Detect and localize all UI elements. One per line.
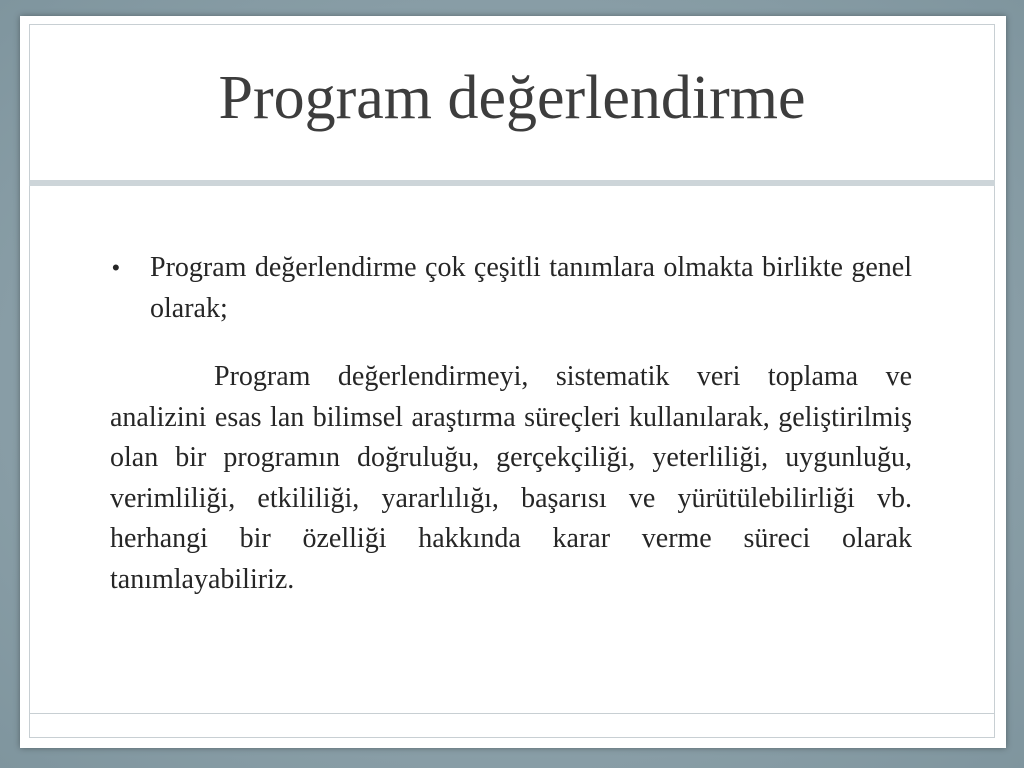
bullet-icon: • — [112, 255, 120, 280]
definition-paragraph: Program değerlendirmeyi, sistematik veri toplama ve analizini esas lan bilimsel araştırma süreçleri kullanılarak, geliştirilmiş olan bir programın doğruluğu, gerçekçiliği, yeterliliği, uygunluğu, verimliliği, etkililiği, yararlılığı, başarısı ve yürütülebilirliği vb. herhangi bir özelliği hakkında karar verme süreci olarak tanımlayabiliriz. — [110, 361, 912, 595]
slide — [20, 16, 1006, 748]
title-divider — [29, 180, 995, 186]
bullet-item — [110, 248, 912, 329]
slide-title: Program değerlendirme — [218, 64, 806, 132]
footer-divider — [29, 713, 995, 714]
slide-content — [110, 248, 912, 600]
bullet-text: Program değerlendirme çok çeşitli tanımlara olmakta birlikte genel olarak; — [150, 252, 912, 324]
